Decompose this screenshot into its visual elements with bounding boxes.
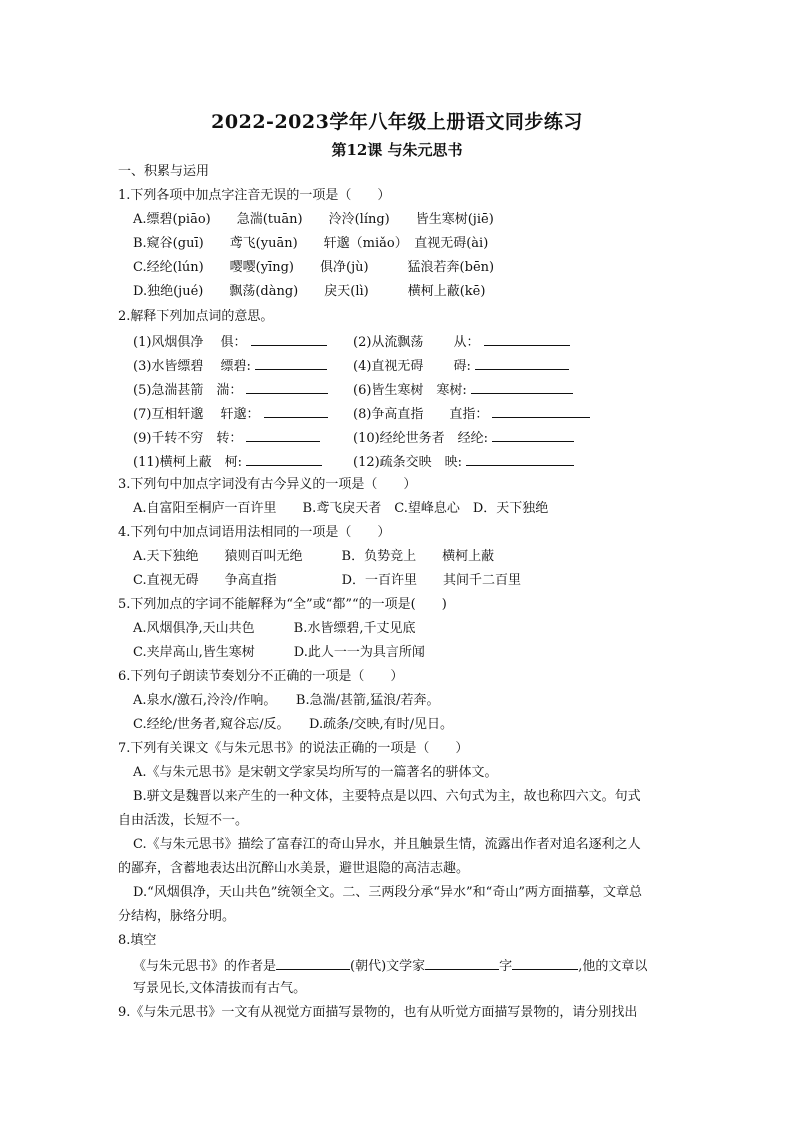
vocab-item xyxy=(133,380,328,400)
vocab-item xyxy=(353,452,574,472)
answer-blank[interactable] xyxy=(471,380,573,394)
question-7-option-a: A.《与朱元思书》是宋朝文学家吴均所写的一篇著名的骈体文。 xyxy=(133,765,498,780)
answer-blank[interactable] xyxy=(246,452,322,466)
question-7-option-b: B.骈文是魏晋以来产生的一种文体，主要特点是以四、六句式为主，故也称四六文。句式 xyxy=(133,789,641,804)
vocab-prompt: (4)直视无碍 碍: xyxy=(353,359,471,374)
vocab-prompt: (3)水皆缥碧 缥碧: xyxy=(133,359,251,374)
vocab-prompt: (6)皆生寒树 寒树: xyxy=(353,383,467,398)
vocab-prompt: (7)互相轩邈 轩邈： xyxy=(133,407,260,422)
answer-blank[interactable] xyxy=(492,428,574,442)
question-3-stem: 3.下列句中加点字词没有古今异义的一项是（ ） xyxy=(118,477,417,492)
answer-blank[interactable] xyxy=(246,380,328,394)
vocab-prompt: (11)横柯上蔽 柯: xyxy=(133,455,243,470)
answer-blank[interactable] xyxy=(264,404,328,418)
question-8-stem: 8.填空 xyxy=(118,933,157,948)
vocab-item xyxy=(133,452,322,472)
vocab-prompt: (8)争高直指 直指： xyxy=(353,407,489,422)
answer-blank[interactable] xyxy=(246,428,320,442)
vocab-item xyxy=(353,404,590,424)
question-2-stem: 2.解释下列加点词的意思。 xyxy=(118,309,274,324)
vocab-item xyxy=(133,428,320,448)
question-4-option: C.直视无碍 争高直指 D．一百许里 其间千二百里 xyxy=(133,573,522,588)
vocab-item xyxy=(353,332,570,352)
question-3-option: A.自富阳至桐庐一百许里 B.鸢飞戾天者 C.望峰息心 D．天下独绝 xyxy=(133,501,549,516)
fill-text: ,他的文章以 xyxy=(578,959,648,974)
question-1-option: D.独绝(jué) 飘荡(dàng) 戾天(lì) 横柯上蔽(kē) xyxy=(133,284,486,299)
fill-text: 字 xyxy=(499,959,513,974)
vocab-prompt: (5)急湍甚箭 湍： xyxy=(133,383,243,398)
answer-blank[interactable] xyxy=(475,356,569,370)
question-4-option: A.天下独绝 猿则百叫无绝 B．负势竞上 横柯上蔽 xyxy=(133,549,495,564)
vocab-item xyxy=(353,380,573,400)
question-8-fill-line2: 写景见长,文体清拔而有古气。 xyxy=(133,981,307,996)
answer-blank[interactable] xyxy=(251,332,327,346)
answer-blank[interactable] xyxy=(492,404,590,418)
question-9-stem: 9.《与朱元思书》一文有从视觉方面描写景物的，也有从听觉方面描写景物的，请分别找出 xyxy=(118,1005,638,1020)
question-1-option: C.经纶(lún) 嘤嘤(yīng) 俱净(jù) 猛浪若奔(bēn) xyxy=(133,260,495,275)
vocab-prompt: (1)风烟俱净 俱： xyxy=(133,335,247,350)
vocab-prompt: (9)千转不穷 转： xyxy=(133,431,243,446)
question-1-stem: 1.下列各项中加点字注音无误的一项是（ ） xyxy=(118,188,391,203)
question-5-stem: 5.下列加点的字词不能解释为“全”或“都”“的一项是( ) xyxy=(118,597,447,612)
vocab-prompt: (10)经纶世务者 经纶: xyxy=(353,431,489,446)
question-6-option: A.泉水/激石,泠泠/作响。 B.急湍/甚箭,猛浪/若奔。 xyxy=(133,693,440,708)
question-1-option: A.缥碧(piāo) 急湍(tuān) 泠泠(líng) 皆生寒树(jiē) xyxy=(133,212,494,227)
vocab-item xyxy=(353,428,574,448)
question-5-option: C.夹岸高山,皆生寒树 D.此人一一为具言所闻 xyxy=(133,645,425,660)
question-7-option-d-cont: 分结构，脉络分明。 xyxy=(118,909,236,924)
question-4-stem: 4.下列句中加点词语用法相同的一项是（ ） xyxy=(118,525,391,540)
question-6-stem: 6.下列句子朗读节奏划分不正确的一项是（ ） xyxy=(118,669,404,684)
vocab-prompt: (12)疏条交映 映: xyxy=(353,455,463,470)
vocab-item xyxy=(133,404,328,424)
vocab-item xyxy=(133,356,327,376)
fill-text: (朝代)文学家 xyxy=(350,959,426,974)
lesson-subtitle: 第12课 与朱元思书 xyxy=(331,141,463,159)
page-title: 2022-2023学年八年级上册语文同步练习 xyxy=(211,111,583,133)
question-7-stem: 7.下列有关课文《与朱元思书》的说法正确的一项是（ ） xyxy=(118,741,469,756)
question-7-option-c-cont: 的鄙弃，含蓄地表达出沉醉山水美景，避世退隐的高洁志趣。 xyxy=(118,861,470,876)
answer-blank[interactable] xyxy=(255,356,327,370)
question-7-option-b-cont: 自由活泼，长短不一。 xyxy=(118,813,249,828)
answer-blank[interactable] xyxy=(466,452,574,466)
section-heading: 一、积累与运用 xyxy=(118,164,210,179)
answer-blank[interactable] xyxy=(276,956,350,970)
question-7-option-c: C.《与朱元思书》描绘了富春江的奇山异水，并且触景生情，流露出作者对追名逐利之人 xyxy=(133,837,641,852)
vocab-item xyxy=(353,356,569,376)
vocab-prompt: (2)从流飘荡 从： xyxy=(353,335,480,350)
question-6-option: C.经纶/世务者,窥谷忘/反。 D.疏条/交映,有时/见日。 xyxy=(133,717,453,732)
answer-blank[interactable] xyxy=(512,956,578,970)
answer-blank[interactable] xyxy=(425,956,499,970)
answer-blank[interactable] xyxy=(484,332,570,346)
question-5-option: A.风烟俱净,天山共色 B.水皆缥碧,千丈见底 xyxy=(133,621,416,636)
vocab-item xyxy=(133,332,327,352)
fill-text: 《与朱元思书》的作者是 xyxy=(133,959,277,974)
question-7-option-d: D.“风烟俱净，天山共色”统领全文。二、三两段分承“异水”和“奇山”两方面描摹，文章总 xyxy=(133,885,642,900)
question-1-option: B.窥谷(guī) 鸢飞(yuān) 轩邈（miǎo） 直视无碍(ài) xyxy=(133,236,489,251)
question-8-fill-line xyxy=(133,956,647,976)
